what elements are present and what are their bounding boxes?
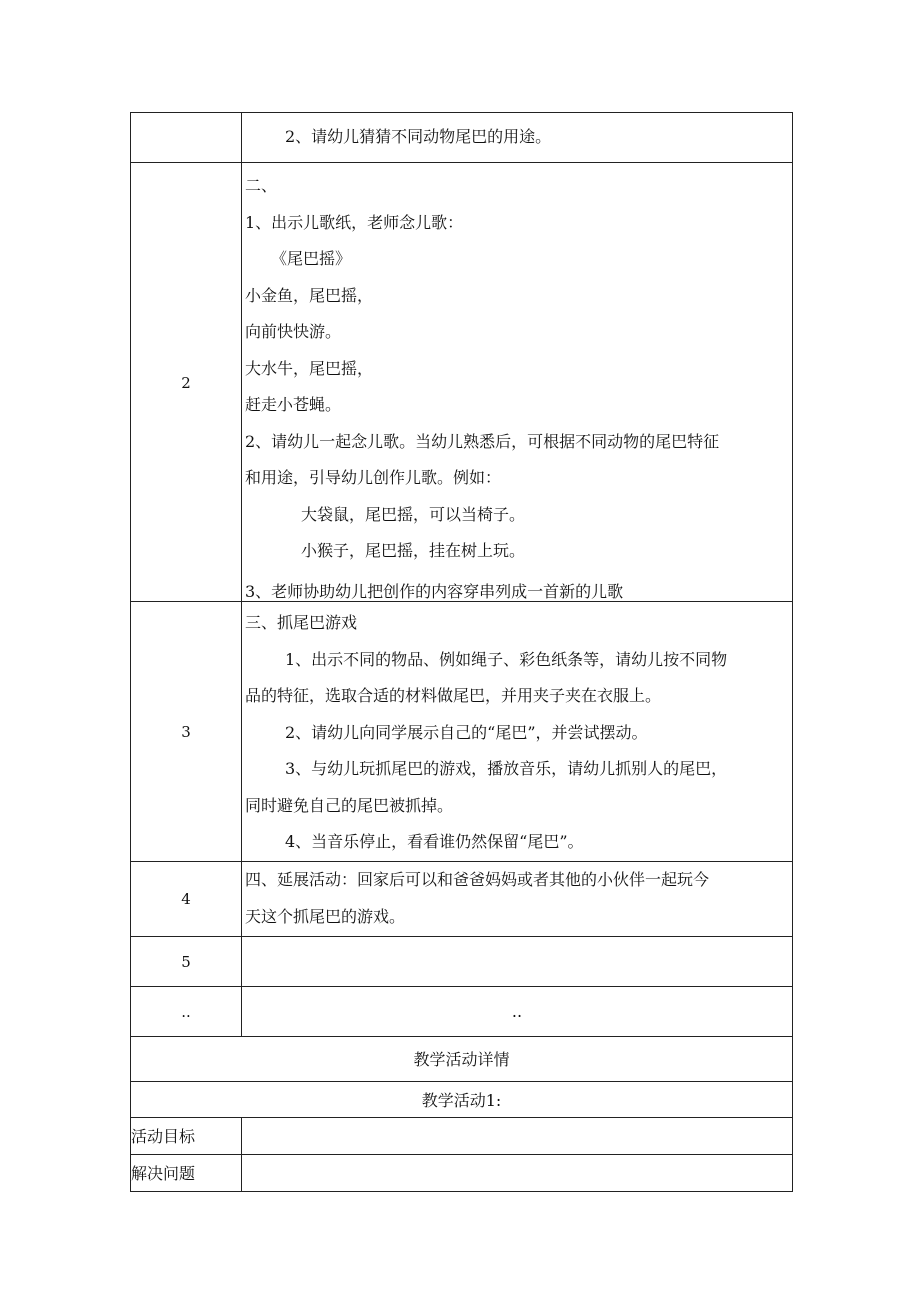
table-row xyxy=(131,861,793,936)
row-number-cell xyxy=(131,936,242,986)
row-number-cell xyxy=(131,986,242,1036)
table-row xyxy=(131,986,793,1036)
activity-title: 教学活动1: xyxy=(131,1081,793,1117)
row-number-cell xyxy=(131,861,242,936)
row-number: 4 xyxy=(181,890,191,908)
clipped-line: 3、老师协助幼儿把创作的内容穿串列成一首新的儿歌 xyxy=(245,581,624,601)
problem-label: 解决问题 xyxy=(131,1154,242,1191)
song-title: 《尾巴摇》 xyxy=(271,249,352,268)
lesson-plan-table xyxy=(130,112,793,1192)
example-line: 大袋鼠，尾巴摇，可以当椅子。 xyxy=(301,504,526,524)
details-header: 教学活动详情 xyxy=(131,1036,793,1081)
row-number-cell xyxy=(131,163,242,602)
content-line: 二、 xyxy=(245,176,278,195)
table-row xyxy=(131,1036,793,1081)
song-line: 小金鱼，尾巴摇， xyxy=(245,285,374,305)
table-row xyxy=(131,936,793,986)
ellipsis: .. xyxy=(511,1001,523,1021)
content-cell xyxy=(242,986,793,1036)
problem-value xyxy=(242,1154,793,1191)
row-number-cell xyxy=(131,113,242,163)
content-cell xyxy=(242,602,793,862)
content-line: 品的特征，选取合适的材料做尾巴，并用夹子夹在衣服上。 xyxy=(245,686,662,705)
goal-label: 活动目标 xyxy=(131,1117,242,1154)
ellipsis: .. xyxy=(181,1002,191,1021)
row-number: 2 xyxy=(181,373,191,392)
table-row xyxy=(131,163,793,602)
content-line: 1、出示儿歌纸，老师念儿歌： xyxy=(245,212,464,232)
table-row xyxy=(131,602,793,862)
content-line: 4、当音乐停止，看看谁仍然保留“尾巴”。 xyxy=(285,832,584,851)
content-line: 四、延展活动：回家后可以和爸爸妈妈或者其他的小伙伴一起玩今 xyxy=(245,870,710,889)
table-row xyxy=(131,113,793,163)
content-line: 2、请幼儿向同学展示自己的“尾巴”，并尝试摆动。 xyxy=(285,722,648,742)
song-line: 向前快快游。 xyxy=(245,322,342,341)
content-line: 同时避免自己的尾巴被抓掉。 xyxy=(245,795,454,815)
row-number-cell xyxy=(131,602,242,862)
content-cell xyxy=(242,861,793,936)
content-cell xyxy=(242,113,793,163)
section-heading: 三、抓尾巴游戏 xyxy=(245,613,358,632)
song-line: 大水牛，尾巴摇， xyxy=(245,358,374,378)
row-number: 3 xyxy=(181,722,191,741)
table-row xyxy=(131,1154,793,1191)
content-cell xyxy=(242,936,793,986)
goal-value xyxy=(242,1117,793,1154)
content-line: 3、与幼儿玩抓尾巴的游戏，播放音乐，请幼儿抓别人的尾巴， xyxy=(285,759,728,778)
content-line: 1、出示不同的物品、例如绳子、彩色纸条等，请幼儿按不同物 xyxy=(285,649,728,669)
content-line: 天这个抓尾巴的游戏。 xyxy=(245,906,406,926)
content-line: 2、请幼儿猜猜不同动物尾巴的用途。 xyxy=(285,127,552,147)
content-line: 2、请幼儿一起念儿歌。当幼儿熟悉后，可根据不同动物的尾巴特征 xyxy=(245,431,720,451)
content-cell xyxy=(242,163,793,602)
table-row xyxy=(131,1081,793,1117)
example-line: 小猴子，尾巴摇，挂在树上玩。 xyxy=(301,541,526,560)
table-row xyxy=(131,1117,793,1154)
row-number: 5 xyxy=(181,952,191,971)
content-line: 和用途，引导幼儿创作儿歌。例如： xyxy=(245,468,502,487)
song-line: 赶走小苍蝇。 xyxy=(245,395,342,414)
